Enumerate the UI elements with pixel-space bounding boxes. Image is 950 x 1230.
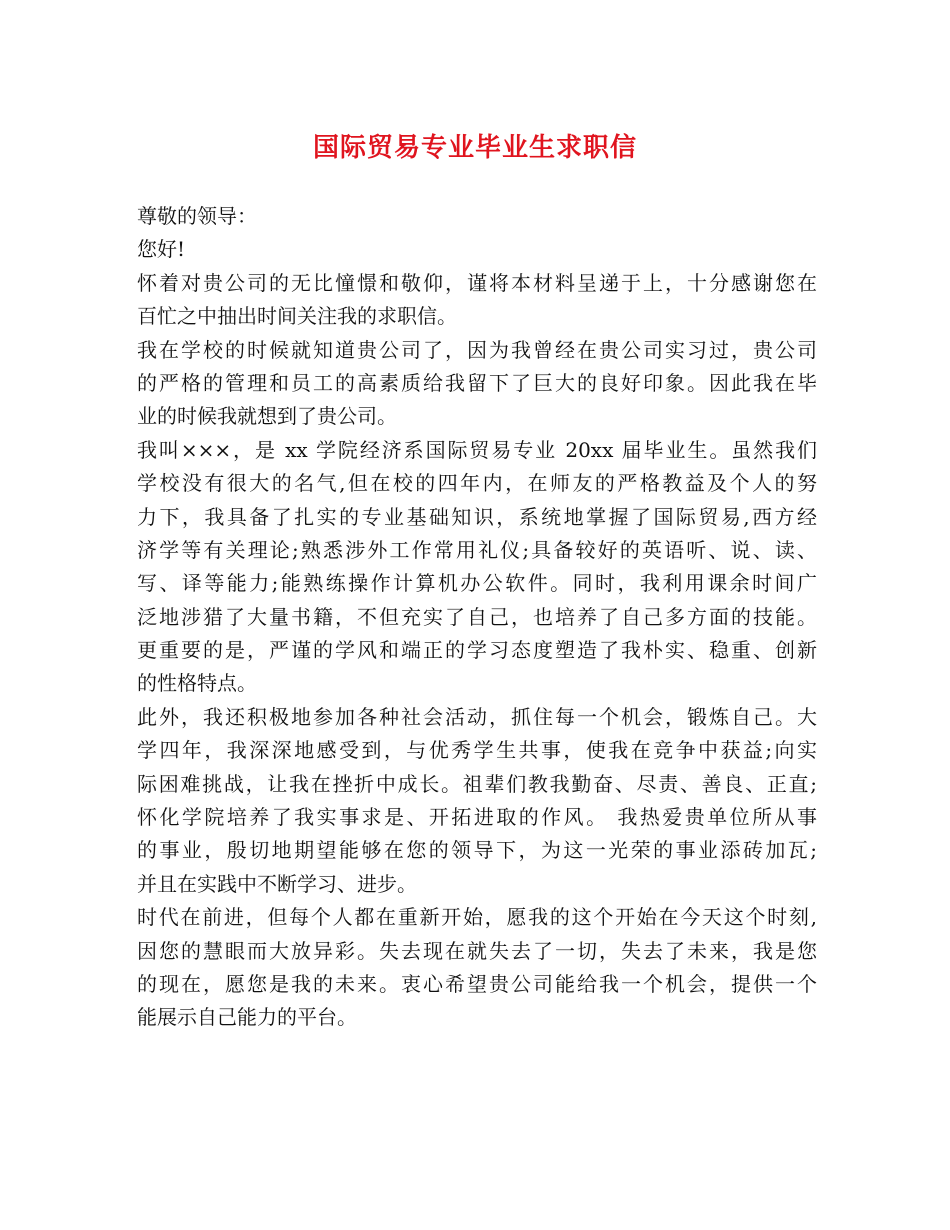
body-line: 学校没有很大的名气,但在校的四年内，在师友的严格教益及个人的努 — [137, 471, 817, 496]
body-line: 时代在前进，但每个人都在重新开始，愿我的这个开始在今天这个时刻, — [137, 905, 817, 930]
body-line: 的性格特点。 — [137, 671, 257, 696]
body-line: 能展示自己能力的平台。 — [137, 1005, 357, 1030]
body-line: 的事业，殷切地期望能够在您的领导下，为这一光荣的事业添砖加瓦; — [137, 838, 817, 863]
body-line: 并且在实践中不断学习、进步。 — [137, 871, 417, 896]
body-line: 的严格的管理和员工的高素质给我留下了巨大的良好印象。因此我在毕 — [137, 370, 817, 395]
body-line: 际困难挑战，让我在挫折中成长。祖辈们教我勤奋、尽责、善良、正直; — [137, 771, 817, 796]
body-line: 力下，我具备了扎实的专业基础知识，系统地掌握了国际贸易,西方经 — [137, 504, 817, 529]
body-line: 泛地涉猎了大量书籍，不但充实了自己，也培养了自己多方面的技能。 — [137, 604, 817, 629]
body-line: 的现在，愿您是我的未来。衷心希望贵公司能给我一个机会，提供一个 — [137, 971, 817, 996]
body-line: 写、译等能力;能熟练操作计算机办公软件。同时，我利用课余时间广 — [137, 571, 817, 596]
salutation: 尊敬的领导： — [137, 204, 257, 228]
body-line: 百忙之中抽出时间关注我的求职信。 — [137, 304, 457, 329]
document-title: 国际贸易专业毕业生求职信 — [312, 133, 637, 163]
body-line: 怀化学院培养了我实事求是、开拓进取的作风。 我热爱贵单位所从事 — [137, 805, 817, 830]
body-line: 学四年，我深深地感受到，与优秀学生共事，使我在竞争中获益;向实 — [137, 738, 817, 763]
body-line: 因您的慧眼而大放异彩。失去现在就失去了一切，失去了未来，我是您 — [137, 938, 817, 963]
body-line: 怀着对贵公司的无比憧憬和敬仰，谨将本材料呈递于上，十分感谢您在 — [137, 270, 817, 295]
body-line: 我在学校的时候就知道贵公司了，因为我曾经在贵公司实习过，贵公司 — [137, 337, 817, 362]
body-line: 济学等有关理论;熟悉涉外工作常用礼仪;具备较好的英语听、说、读、 — [137, 537, 817, 562]
body-line: 业的时候我就想到了贵公司。 — [137, 404, 397, 429]
body-line: 我叫×××，是 xx 学院经济系国际贸易专业 20xx 届毕业生。虽然我们 — [137, 437, 817, 462]
body-line: 此外，我还积极地参加各种社会活动，抓住每一个机会，锻炼自己。大 — [137, 704, 817, 729]
body-line: 更重要的是，严谨的学风和端正的学习态度塑造了我朴实、稳重、创新 — [137, 638, 817, 663]
greeting: 您好! — [137, 237, 186, 262]
letter-body — [137, 200, 817, 1035]
